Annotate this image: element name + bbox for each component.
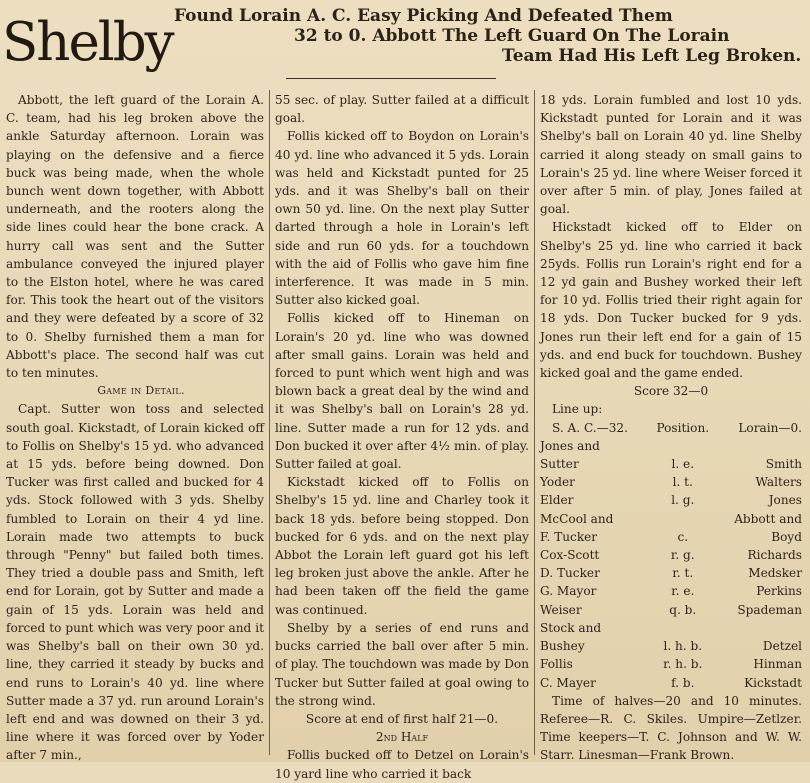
lineup-position: l. g. [671,493,695,508]
lineup-shelby-player: Follis [540,657,573,672]
subhead-game-in-detail: Game in Detail. [97,384,185,398]
paragraph-second-touchdown: Follis kicked off to Boydon on Lorain's 40 yd. line who advanced it 5 yds. Lorain was held and Kickstadt punted for 25 yds. and it was Shelby's ball on their own 50 yd. line. On the next play Sutter darted through a hole in Lorain's left side and run 60 yds. for a touchdown with the aid of Follis who gave him fine interference. It was made in 5 min. Sutter also kicked goal. [275,129,529,308]
lineup-lorain-player: Smith [765,457,802,472]
lineup-shelby-player: McCool and [540,511,614,526]
lineup-lorain-player: Kickstadt [744,675,802,690]
lineup-row [540,564,802,582]
score-first-half: Score at end of first half 21—0. [305,711,499,726]
lineup-label: Line up: [552,402,603,417]
headline-line-1: Found Lorain A. C. Easy Picking And Defeated Them [174,6,673,26]
lineup-lorain-player: Abbott and [734,511,802,526]
lineup-row [540,528,802,546]
lineup-shelby-player: Jones and [540,438,600,453]
column-rule-1 [269,90,270,755]
column-rule-2 [534,90,535,755]
lineup-position: f. b. [671,675,695,690]
column-2 [275,91,529,783]
lineup-position: r. e. [671,584,695,599]
lineup-table [540,419,802,692]
lineup-row [540,455,802,473]
lineup-lorain-player: Detzel [762,639,802,654]
lineup-lorain-player [723,437,802,455]
headline-line-3: Team Had His Left Leg Broken. [502,46,802,66]
lineup-shelby-player: G. Mayor [540,584,597,599]
lineup-shelby-player: Weiser [540,602,582,617]
lineup-position: r. t. [672,566,694,581]
lineup-position: q. b. [669,602,697,617]
paragraph-third-touchdown: Follis kicked off to Hineman on Lorain's 20 yd. line who was downed after small gains. Lorain was held and forced to punt which went high and was blown back a great deal by the wind and it was Shelby's ball on Lorain's 28 yd. line. Sutter made a run for 12 yds. and Don bucked it over after 4½ min. of play. Sutter failed at goal. [275,311,529,472]
lineup-header-row [540,419,802,437]
lineup-row [540,546,802,564]
paragraph-final-touchdown: Hickstadt kicked off to Elder on Shelby's 25 yd. line who carried it back 25yds. Follis run Lorain's right end for a 12 yd gain and Bushey worked their left for 10 yd. Follis tried their right again for 18 yds. Don Tucker bucked for 9 yds. Jones run their left end for a gain of 15 yds. and end buck for touchdown. Bushey kicked goal and the game ended. [540,220,802,381]
lineup-lorain-player: Hinman [753,657,802,672]
lineup-shelby-player: D. Tucker [540,566,600,581]
lineup-lorain-player: Spademan [737,602,802,617]
lineup-row [540,674,802,692]
paragraph-intro: Abbott, the left guard of the Lorain A. C. team, had his leg broken above the ankle Saturday afternoon. Lorain was playing on the defensive and a fierce buck was being made, when the whole bunch went down together, with Abbott underneath, and the rooters along the side lines could hear the bone crack. A hurry call was sent and the Sutter ambulance conveyed the injured player to the Elston hotel, where he was cared for. This took the heart out of the visitors and they were defeated by a score of 32 to 0. Shelby furnished them a man for Abbott's place. The second half was cut to ten minutes. [6,93,264,381]
lineup-lorain-player: Jones [768,493,802,508]
lineup-shelby-player: Stock and [540,620,602,635]
lineup-position: r. h. b. [663,657,703,672]
lineup-position [643,510,723,528]
lineup-lorain-player: Richards [747,548,802,563]
lineup-row [540,619,802,637]
final-score: Score 32—0 [633,384,709,399]
lineup-shelby-player: C. Mayer [540,675,596,690]
paragraph-second-half: Follis bucked off to Detzel on Lorain's 10 yard line who carried it back [275,748,529,781]
lineup-shelby-player: Yoder [540,475,575,490]
paragraph-first-touchdown: Capt. Sutter won toss and selected south goal. Kickstadt, of Lorain kicked off to Follis on Shelby's 15 yd. who advanced at 15 yds. before being downed. Don Tucker was first called and bucked for 4 yds. Stock followed with 3 yds. Shelby fumbled to Lorain on their 4 yd line. Lorain made two attempts to buck through "Penny" but failed both times. They tried a double pass and Smith, left end for Lorain, got by Sutter and made a gain of 15 yds. Lorain was held and forced to punt which was very poor and it was Shelby's ball on their own 30 yd. line, they carried it steady by bucks and end runs to Lorain's 40 yd. line where Sutter made a 37 yd. run around Lorain's left end and was downed on their 3 yd. line where it was forced over by Yoder after 7 min., [6,402,264,763]
paragraph-fifth-touchdown: 18 yds. Lorain fumbled and lost 10 yds. Kickstadt punted for Lorain and it was Shelby's ball on Lorain 40 yd. line Shelby carried it along steady on small gains to Lorain's 25 yd. line where Weiser forced it over after 5 min. of play, Jones failed at goal. [540,93,802,217]
lineup-header-team2: Lorain—0. [738,420,802,435]
lineup-row [540,601,802,619]
column-3 [540,91,802,765]
headline-line-2: 32 to 0. Abbott The Left Guard On The Lorain [294,26,730,46]
masthead: Shelby [2,12,173,73]
lineup-position: r. g. [670,548,695,563]
lineup-position: l. t. [672,475,693,490]
paragraph-abbott-injury: Kickstadt kicked off to Follis on Shelby's 15 yd. line and Charley took it back 18 yds. before being stopped. Don bucked for 6 yds. and on the next play Abbot the Lorain left guard got his left leg broken just above the ankle. After he had been taken off the field the game was continued. [275,475,529,617]
headline [150,6,800,66]
lineup-shelby-player: Sutter [540,457,579,472]
lineup-row [540,491,802,509]
paragraph-continued: 55 sec. of play. Sutter failed at a difficult goal. [275,93,529,126]
paragraph-fourth-touchdown: Shelby by a series of end runs and bucks carried the ball over after 5 min. of play. The touchdown was made by Don Tucker but Sutter failed at goal owing to the strong wind. [275,620,529,708]
lineup-lorain-player [723,619,802,637]
lineup-shelby-player: Bushey [540,639,585,654]
lineup-position: l. h. b. [663,639,703,654]
lineup-position: c. [677,529,689,544]
lineup-lorain-player: Boyd [771,529,802,544]
column-1 [6,91,264,765]
subhead-second-half: 2nd Half [375,730,429,745]
lineup-shelby-player: Elder [540,493,574,508]
paragraph-officials: Time of halves—20 and 10 minutes. Referee—R. C. Skiles. Umpire—Zetlzer. Time keepers—T. C. Johnson and W. W. Starr. Linesman—Frank Brown. [540,693,802,763]
lineup-row [540,437,802,455]
lineup-row [540,510,802,528]
headline-rule [286,78,496,79]
lineup-position [643,619,723,637]
lineup-header-position: Position. [656,420,710,435]
lineup-lorain-player: Medsker [748,566,802,581]
lineup-lorain-player: Perkins [756,584,802,599]
lineup-row [540,655,802,673]
lineup-rows [540,437,802,692]
lineup-row [540,473,802,491]
lineup-row [540,637,802,655]
lineup-position [643,437,723,455]
lineup-shelby-player: F. Tucker [540,529,598,544]
lineup-position: l. e. [671,457,695,472]
lineup-row [540,582,802,600]
lineup-lorain-player: Walters [755,475,802,490]
lineup-header-team1: S. A. C.—32. [552,420,628,435]
lineup-shelby-player: Cox-Scott [540,548,600,563]
